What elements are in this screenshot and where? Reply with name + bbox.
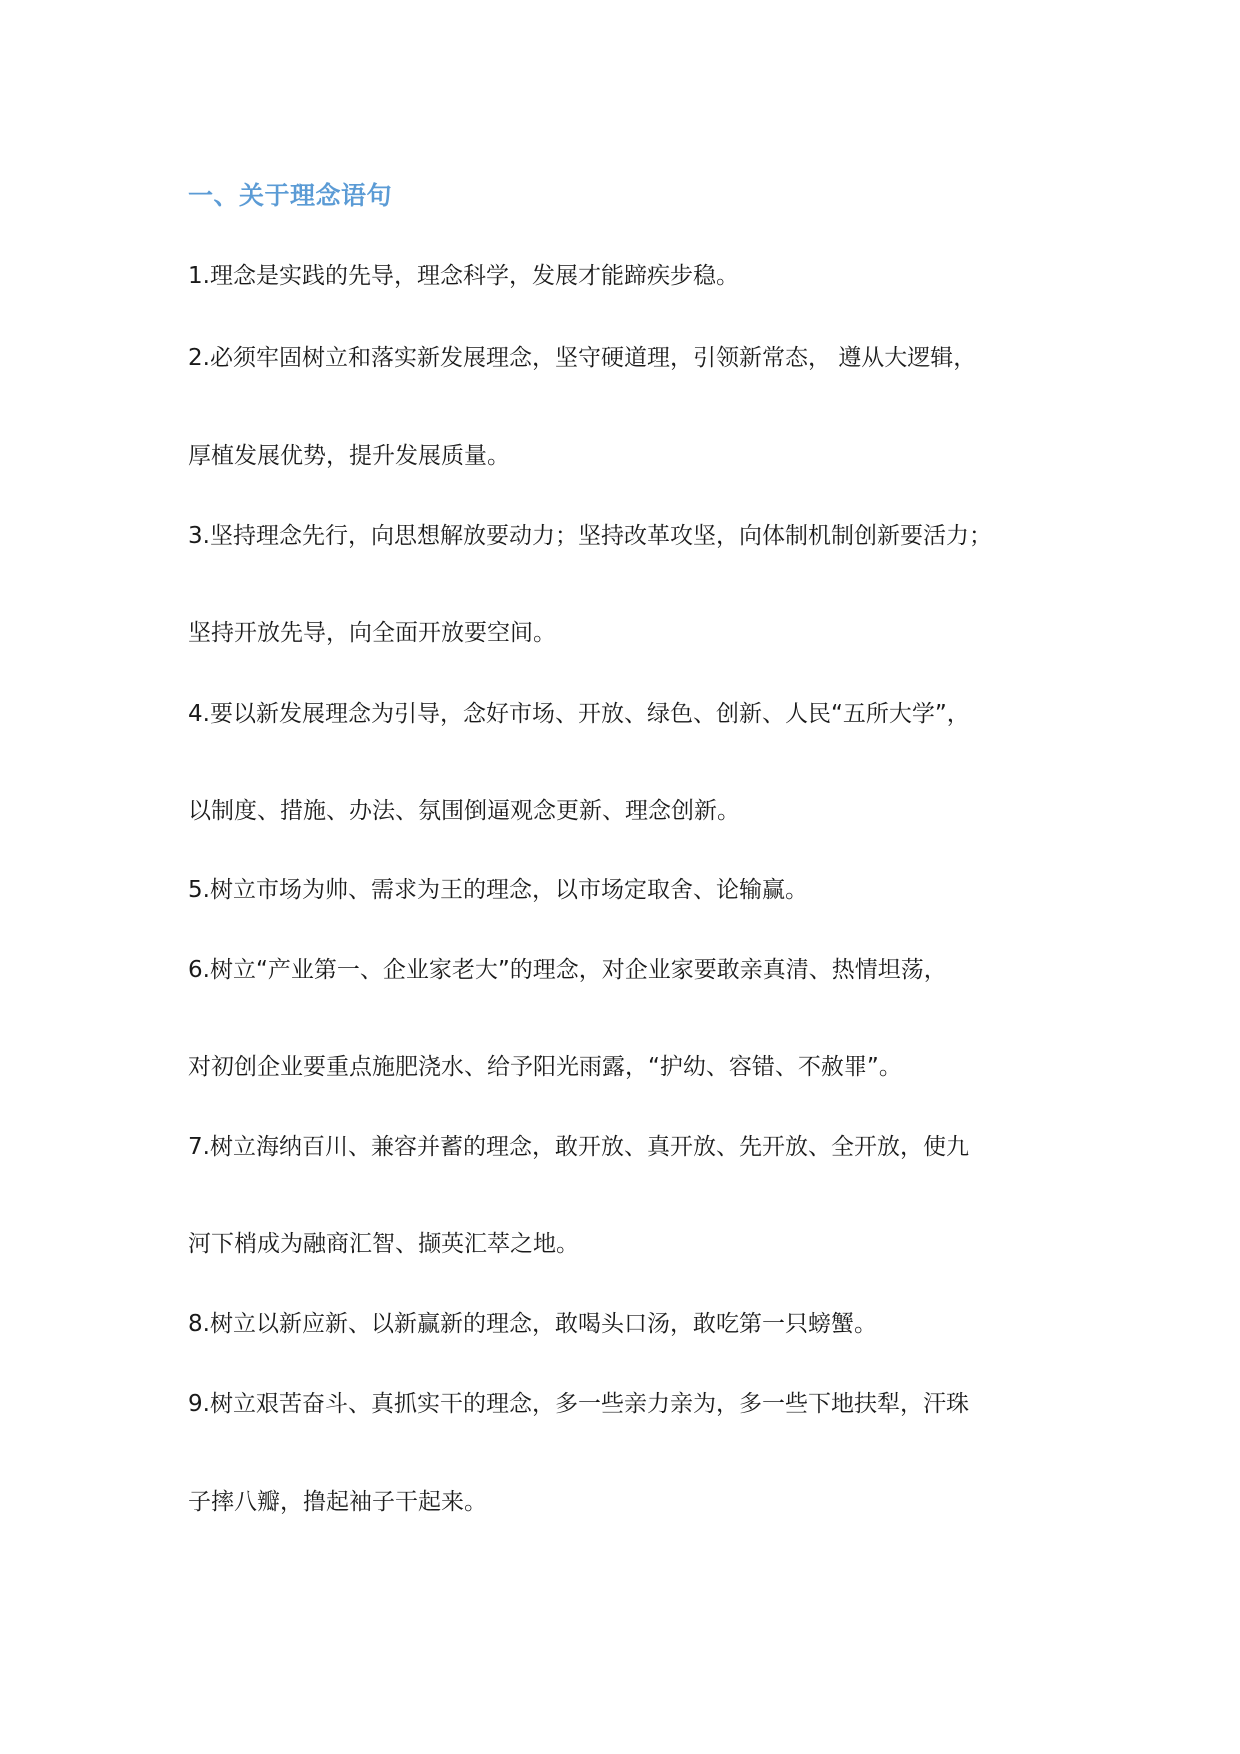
text-line: 3.坚持理念先行，向思想解放要动力；坚持改革攻坚，向体制机制创新要活力； (188, 523, 992, 549)
text-line: 对初创企业要重点施肥浇水、给予阳光雨露，“护幼、容错、不赦罪”。 (188, 1054, 902, 1080)
text-line: 1.理念是实践的先导，理念科学，发展才能蹄疾步稳。 (188, 263, 739, 289)
text-line: 以制度、措施、办法、氛围倒逼观念更新、理念创新。 (188, 798, 740, 824)
text-line: 2.必须牢固树立和落实新发展理念，坚守硬道理，引领新常态， 遵从大逻辑， (188, 345, 977, 371)
text-line: 8.树立以新应新、以新赢新的理念，敢喝头口汤，敢吃第一只螃蟹。 (188, 1311, 877, 1337)
text-line: 7.树立海纳百川、兼容并蓄的理念，敢开放、真开放、先开放、全开放，使九 (188, 1134, 969, 1160)
text-line: 4.要以新发展理念为引导，念好市场、开放、绿色、创新、人民“五所大学”， (188, 701, 970, 727)
text-line: 厚植发展优势，提升发展质量。 (188, 443, 510, 469)
text-line: 5.树立市场为帅、需求为王的理念，以市场定取舍、论输赢。 (188, 877, 808, 903)
text-line: 子摔八瓣，撸起袖子干起来。 (188, 1489, 487, 1515)
text-line: 6.树立“产业第一、企业家老大”的理念，对企业家要敢亲真清、热情坦荡， (188, 957, 947, 983)
text-line: 坚持开放先导，向全面开放要空间。 (188, 620, 556, 646)
text-line: 河下梢成为融商汇智、撷英汇萃之地。 (188, 1231, 579, 1257)
text-line: 9.树立艰苦奋斗、真抓实干的理念，多一些亲力亲为，多一些下地扶犁，汗珠 (188, 1391, 969, 1417)
section-heading: 一、关于理念语句 (188, 181, 393, 210)
